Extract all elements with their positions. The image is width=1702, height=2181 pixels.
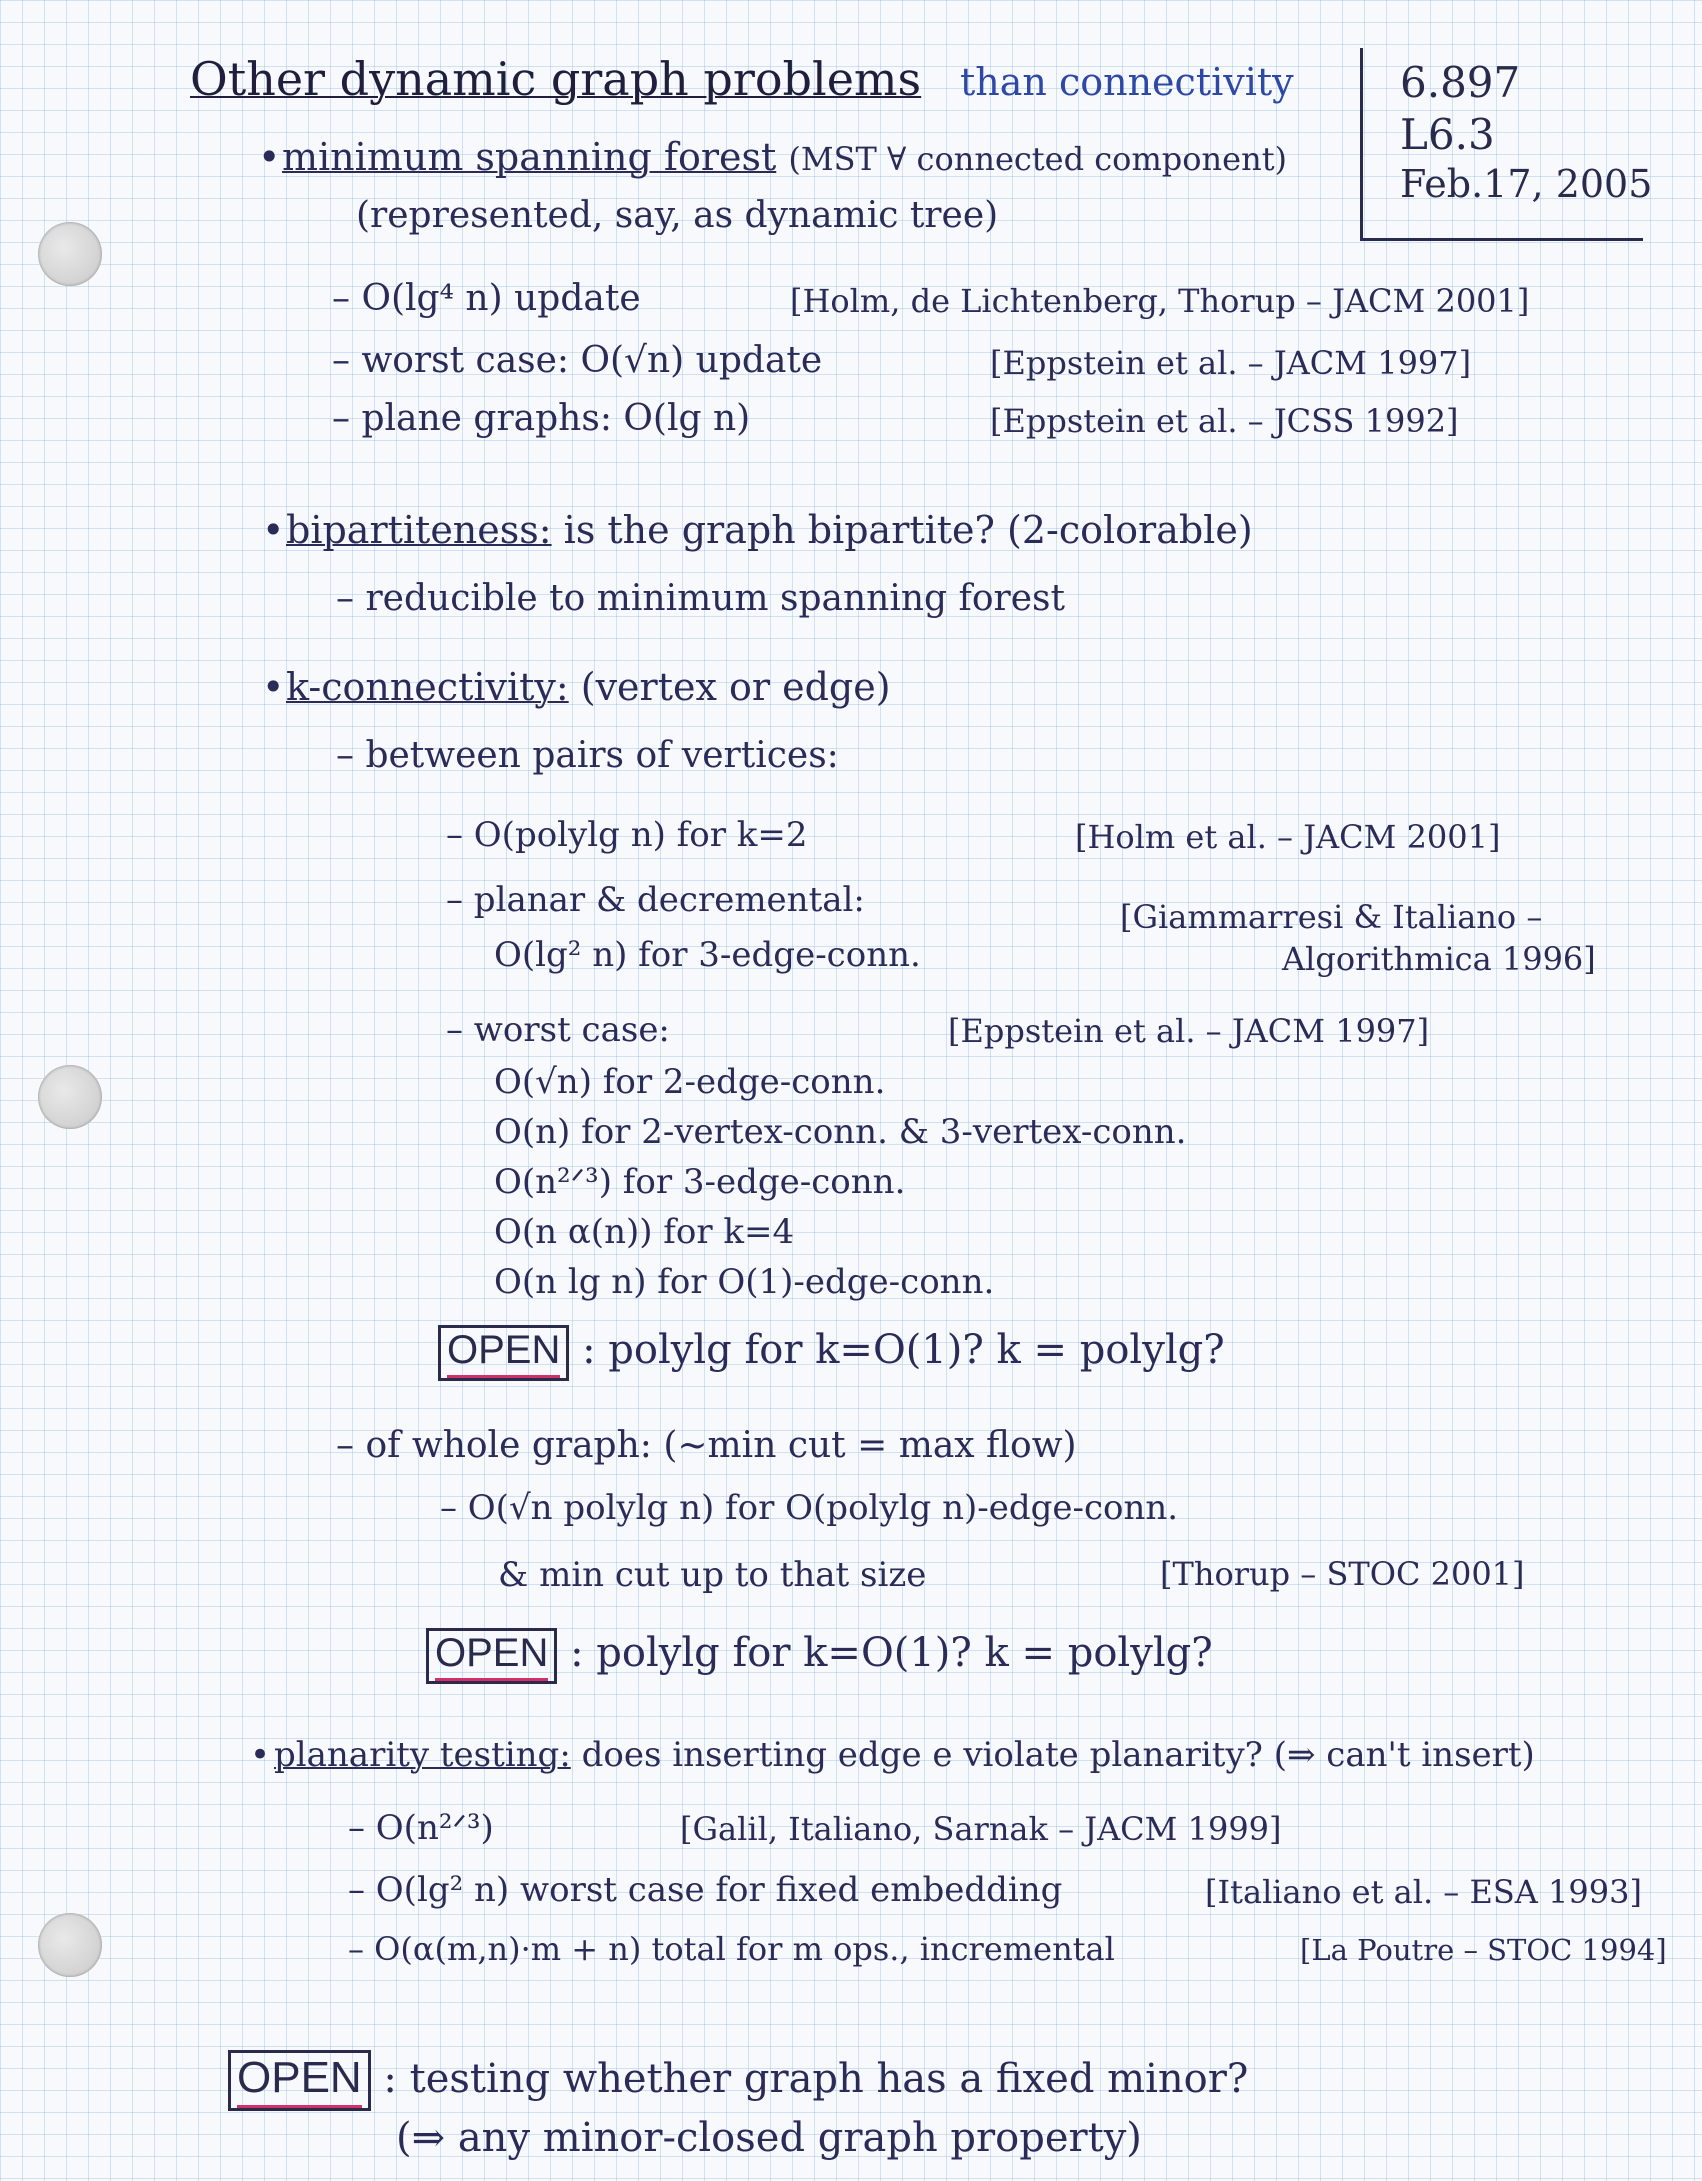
bullet: •	[258, 135, 281, 179]
planarity-ref-3: [La Poutre – STOC 1994]	[1300, 1933, 1667, 1967]
kconn-polylog: – O(polylg n) for k=2	[446, 815, 808, 855]
bipartite-question: is the graph bipartite? (2-colorable)	[563, 508, 1253, 552]
open-label	[426, 1628, 557, 1684]
bipartite-item: – reducible to minimum spanning forest	[336, 578, 1065, 619]
kconn-planar-bound: O(lg² n) for 3-edge-conn.	[494, 935, 921, 975]
msf-heading: minimum spanning forest	[282, 135, 777, 179]
planarity-question: does inserting edge e violate planarity? (⇒ can't insert)	[581, 1735, 1535, 1775]
open-underline	[447, 1375, 560, 1378]
kconn-heading: k-connectivity:	[286, 665, 569, 709]
binder-hole-bottom	[38, 1913, 102, 1977]
kconn-worst-item-2: O(n) for 2-vertex-conn. & 3-vertex-conn.	[494, 1112, 1187, 1152]
page-title: Other dynamic graph problems	[190, 52, 922, 106]
open-underline	[237, 2105, 362, 2108]
planarity-item-3: – O(α(m,n)·m + n) total for m ops., incremental	[348, 1930, 1115, 1968]
binder-hole-top	[38, 222, 102, 286]
open-problem-3-note: (⇒ any minor-closed graph property)	[396, 2115, 1142, 2161]
kconn-worst-item-5: O(n lg n) for O(1)-edge-conn.	[494, 1262, 995, 1302]
kconn-planar-ref-2: Algorithmica 1996]	[1282, 940, 1596, 978]
course-number: 6.897	[1400, 58, 1521, 107]
kconn-whole-item: – O(√n polylg n) for O(polylg n)-edge-conn.	[440, 1488, 1179, 1528]
open-underline	[435, 1678, 548, 1681]
kconn-planar: – planar & decremental:	[446, 880, 865, 920]
msf-ref-2: [Eppstein et al. – JACM 1997]	[990, 344, 1472, 382]
bullet: •	[262, 665, 285, 709]
kconn-polylog-ref: [Holm et al. – JACM 2001]	[1075, 818, 1501, 856]
kconn-worst-item-3: O(n²ᐟ³) for 3-edge-conn.	[494, 1162, 906, 1202]
open-label-text: OPEN	[237, 2053, 362, 2102]
open-label-text: OPEN	[447, 1328, 561, 1372]
lecture-number: L6.3	[1400, 110, 1495, 159]
kconn-worst-item-4: O(n α(n)) for k=4	[494, 1212, 795, 1252]
kconn-whole: – of whole graph: (~min cut = max flow)	[336, 1425, 1077, 1466]
open-label	[438, 1325, 569, 1381]
kconn-heading-row	[262, 665, 891, 709]
msf-ref-1: [Holm, de Lichtenberg, Thorup – JACM 2001]	[790, 282, 1530, 320]
kconn-pairs: – between pairs of vertices:	[336, 735, 839, 776]
planarity-heading: planarity testing:	[274, 1735, 571, 1775]
lecture-date: Feb.17, 2005	[1400, 162, 1653, 206]
msf-subtitle: (represented, say, as dynamic tree)	[356, 195, 999, 236]
open-label	[228, 2050, 371, 2111]
msf-heading-note: (MST ∀ connected component)	[788, 140, 1288, 178]
open-problem-1-text: : polylg for k=O(1)? k = polylg?	[582, 1327, 1225, 1373]
binder-hole-middle	[38, 1065, 102, 1129]
kconn-worst-item-1: O(√n) for 2-edge-conn.	[494, 1062, 886, 1102]
open-problem-3-text: : testing whether graph has a fixed minor?	[383, 2056, 1249, 2102]
msf-heading-row	[258, 135, 1287, 179]
title-aside: than connectivity	[960, 60, 1294, 104]
msf-ref-3: [Eppstein et al. – JCSS 1992]	[990, 402, 1459, 440]
kconn-whole-ref: [Thorup – STOC 2001]	[1160, 1555, 1525, 1593]
open-problem-3	[228, 2050, 1248, 2111]
open-label-text: OPEN	[435, 1631, 549, 1675]
open-problem-2-text: : polylg for k=O(1)? k = polylg?	[570, 1630, 1213, 1676]
msf-item-2: – worst case: O(√n) update	[332, 340, 823, 381]
open-problem-2	[426, 1628, 1213, 1684]
planarity-ref-2: [Italiano et al. – ESA 1993]	[1205, 1873, 1642, 1911]
kconn-worst-ref: [Eppstein et al. – JACM 1997]	[948, 1012, 1430, 1050]
kconn-planar-ref: [Giammarresi & Italiano –	[1120, 898, 1543, 936]
bipartite-heading-row	[262, 508, 1253, 552]
planarity-item-2: – O(lg² n) worst case for fixed embedding	[348, 1870, 1063, 1910]
planarity-ref-1: [Galil, Italiano, Sarnak – JACM 1999]	[680, 1810, 1282, 1848]
planarity-item-1: – O(n²ᐟ³)	[348, 1808, 494, 1848]
kconn-whole-item-2: & min cut up to that size	[498, 1555, 927, 1595]
open-problem-1	[438, 1325, 1225, 1381]
kconn-worst: – worst case:	[446, 1010, 670, 1050]
msf-item-1: – O(lg⁴ n) update	[332, 278, 641, 319]
planarity-heading-row	[250, 1735, 1535, 1775]
bullet: •	[250, 1735, 271, 1775]
bullet: •	[262, 508, 285, 552]
msf-item-3: – plane graphs: O(lg n)	[332, 398, 751, 439]
kconn-heading-note: (vertex or edge)	[580, 665, 891, 709]
bipartite-heading: bipartiteness:	[286, 508, 552, 552]
